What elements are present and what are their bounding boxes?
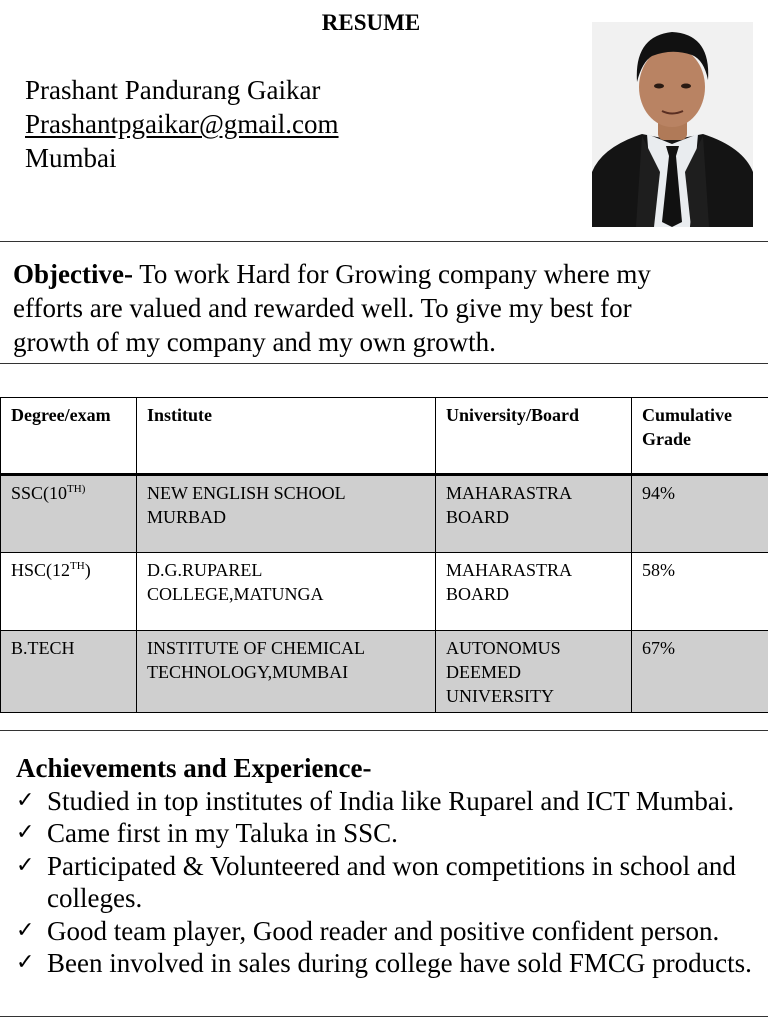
checkmark-icon: ✓ — [16, 950, 35, 975]
degree-cell: B.TECH — [1, 631, 137, 713]
checkmark-icon: ✓ — [16, 820, 35, 845]
table-header-row — [1, 398, 768, 475]
checkmark-icon: ✓ — [16, 852, 35, 878]
list-item: ✓ Came first in my Taluka in SSC. — [16, 818, 398, 848]
list-item: ✓ Studied in top institutes of India like Ruparel and ICT Mumbai. — [16, 785, 735, 816]
candidate-city: Mumbai — [25, 143, 117, 173]
column-header: Cumulative Grade — [632, 398, 768, 475]
profile-photo — [592, 22, 753, 227]
institute-cell: NEW ENGLISH SCHOOL MURBAD — [137, 475, 436, 553]
list-item: ✓ Been involved in sales during college have sold FMCG products. — [16, 948, 752, 978]
grade-cell: 94% — [632, 475, 768, 553]
board-cell: MAHARASTRA BOARD — [436, 475, 632, 553]
divider — [0, 363, 768, 364]
divider — [0, 1016, 768, 1017]
table-row — [1, 553, 768, 631]
institute-cell: D.G.RUPAREL COLLEGE,MATUNGA — [137, 553, 436, 631]
objective-section — [13, 257, 703, 359]
institute-cell: INSTITUTE OF CHEMICAL TECHNOLOGY,MUMBAI — [137, 631, 436, 713]
objective-label: Objective- — [13, 259, 133, 289]
divider — [0, 730, 768, 731]
column-header: Degree/exam — [1, 398, 137, 475]
achievements-list — [16, 785, 756, 980]
achievements-section — [16, 752, 756, 980]
education-table — [0, 397, 768, 713]
contact-block — [25, 73, 339, 175]
column-header: University/Board — [436, 398, 632, 475]
board-cell: AUTONOMUS DEEMED UNIVERSITY — [436, 631, 632, 713]
degree-cell: $SSC(10^{TH)}$ — [1, 475, 137, 553]
grade-cell: 58% — [632, 553, 768, 631]
grade-cell: 67% — [632, 631, 768, 713]
divider — [0, 241, 768, 242]
resume-title: RESUME — [321, 10, 421, 35]
person-portrait-icon — [592, 22, 753, 227]
list-item: ✓ Participated & Volunteered and won competitions in school and colleges. — [16, 850, 736, 913]
list-item: ✓ Good team player, Good reader and positive confident person. — [16, 915, 720, 946]
achievements-title: Achievements and Experience- — [16, 753, 372, 783]
checkmark-icon: ✓ — [16, 917, 35, 943]
degree-cell: HSC(12TH) — [1, 553, 137, 631]
email-link[interactable]: Prashantpgaikar@gmail.com — [25, 109, 339, 139]
candidate-name: Prashant Pandurang Gaikar — [25, 75, 321, 105]
checkmark-icon: ✓ — [16, 787, 35, 813]
table-row — [1, 475, 768, 553]
board-cell: MAHARASTRA BOARD — [436, 553, 632, 631]
objective-text: To work Hard for Growing company where my efforts are valued and rewarded well. To give my best for growth of my company and my own growth. — [13, 259, 651, 357]
column-header: Institute — [137, 398, 436, 475]
table-row — [1, 631, 768, 713]
